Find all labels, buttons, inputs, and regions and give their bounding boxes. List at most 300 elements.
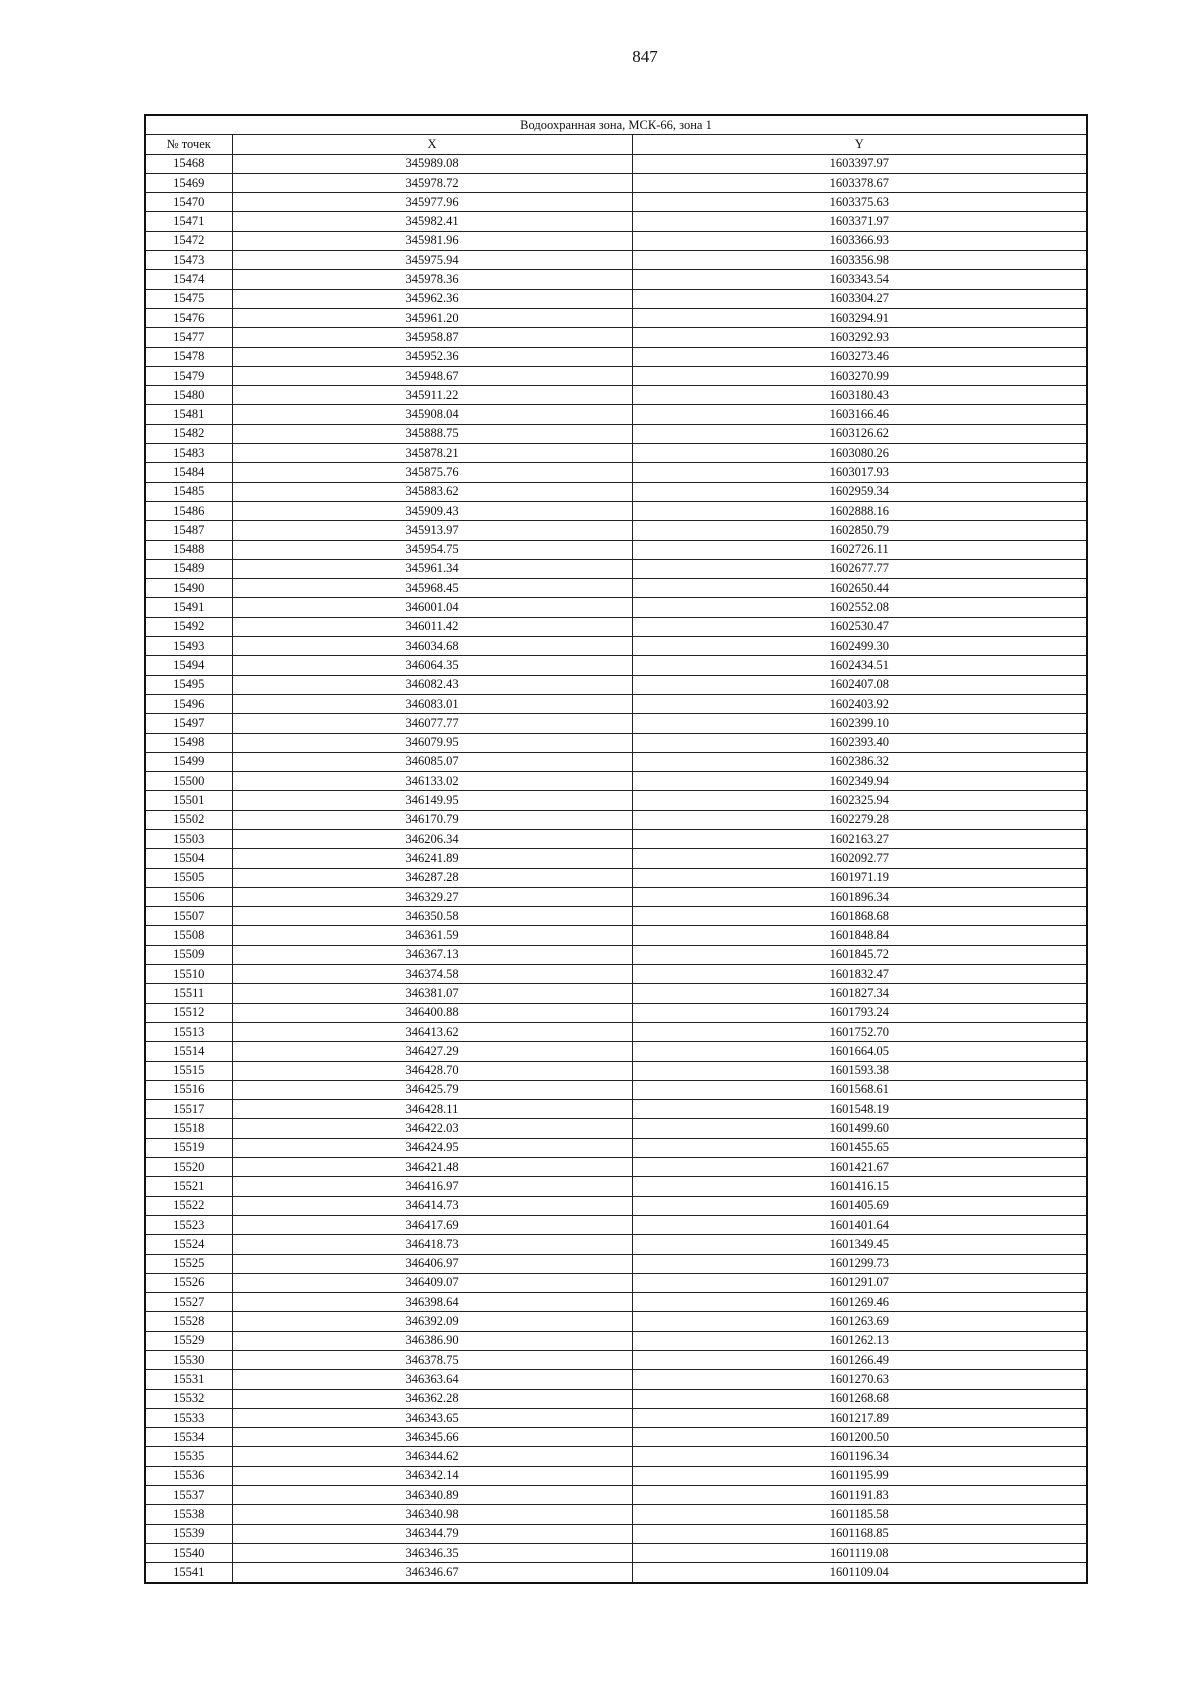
cell-x-coordinate: 346417.69 [232, 1215, 632, 1234]
table-row [145, 1408, 1087, 1427]
cell-y-coordinate: 1602349.94 [632, 772, 1087, 791]
cell-x-coordinate: 346367.13 [232, 945, 632, 964]
cell-point-number: 15482 [145, 424, 232, 443]
cell-x-coordinate: 346034.68 [232, 637, 632, 656]
cell-x-coordinate: 346001.04 [232, 598, 632, 617]
cell-x-coordinate: 346406.97 [232, 1254, 632, 1273]
cell-x-coordinate: 346340.89 [232, 1486, 632, 1505]
cell-y-coordinate: 1601217.89 [632, 1408, 1087, 1427]
cell-y-coordinate: 1603126.62 [632, 424, 1087, 443]
cell-y-coordinate: 1601195.99 [632, 1466, 1087, 1485]
table-row [145, 1312, 1087, 1331]
table-row [145, 1080, 1087, 1099]
cell-point-number: 15493 [145, 637, 232, 656]
cell-point-number: 15524 [145, 1235, 232, 1254]
cell-point-number: 15517 [145, 1100, 232, 1119]
table-row [145, 907, 1087, 926]
cell-x-coordinate: 345888.75 [232, 424, 632, 443]
cell-x-coordinate: 346381.07 [232, 984, 632, 1003]
cell-point-number: 15502 [145, 810, 232, 829]
cell-point-number: 15480 [145, 386, 232, 405]
table-row [145, 1428, 1087, 1447]
cell-point-number: 15522 [145, 1196, 232, 1215]
cell-x-coordinate: 345962.36 [232, 289, 632, 308]
cell-y-coordinate: 1601109.04 [632, 1563, 1087, 1583]
table-row [145, 1543, 1087, 1562]
cell-x-coordinate: 346428.70 [232, 1061, 632, 1080]
table-row [145, 1003, 1087, 1022]
cell-y-coordinate: 1602499.30 [632, 637, 1087, 656]
table-row [145, 1466, 1087, 1485]
cell-y-coordinate: 1602888.16 [632, 501, 1087, 520]
cell-x-coordinate: 346170.79 [232, 810, 632, 829]
cell-point-number: 15498 [145, 733, 232, 752]
cell-y-coordinate: 1601270.63 [632, 1370, 1087, 1389]
cell-y-coordinate: 1601868.68 [632, 907, 1087, 926]
cell-point-number: 15514 [145, 1042, 232, 1061]
cell-y-coordinate: 1603375.63 [632, 193, 1087, 212]
cell-point-number: 15490 [145, 579, 232, 598]
cell-point-number: 15486 [145, 501, 232, 520]
cell-y-coordinate: 1602386.32 [632, 752, 1087, 771]
cell-x-coordinate: 346400.88 [232, 1003, 632, 1022]
cell-point-number: 15541 [145, 1563, 232, 1583]
cell-y-coordinate: 1601269.46 [632, 1293, 1087, 1312]
table-row [145, 810, 1087, 829]
cell-point-number: 15537 [145, 1486, 232, 1505]
cell-x-coordinate: 346011.42 [232, 617, 632, 636]
cell-x-coordinate: 346133.02 [232, 772, 632, 791]
cell-point-number: 15528 [145, 1312, 232, 1331]
cell-point-number: 15496 [145, 694, 232, 713]
page-number: 847 [632, 47, 658, 66]
cell-y-coordinate: 1603292.93 [632, 328, 1087, 347]
cell-point-number: 15513 [145, 1022, 232, 1041]
header-point-number: № точек [145, 135, 232, 154]
cell-y-coordinate: 1602279.28 [632, 810, 1087, 829]
table-row [145, 714, 1087, 733]
cell-point-number: 15523 [145, 1215, 232, 1234]
table-row [145, 251, 1087, 270]
cell-y-coordinate: 1603356.98 [632, 251, 1087, 270]
cell-point-number: 15505 [145, 868, 232, 887]
cell-y-coordinate: 1603371.97 [632, 212, 1087, 231]
cell-point-number: 15504 [145, 849, 232, 868]
cell-x-coordinate: 346079.95 [232, 733, 632, 752]
cell-point-number: 15538 [145, 1505, 232, 1524]
cell-x-coordinate: 345989.08 [232, 154, 632, 173]
cell-y-coordinate: 1602399.10 [632, 714, 1087, 733]
table-row [145, 694, 1087, 713]
cell-y-coordinate: 1601196.34 [632, 1447, 1087, 1466]
cell-x-coordinate: 345909.43 [232, 501, 632, 520]
cell-y-coordinate: 1602959.34 [632, 482, 1087, 501]
cell-x-coordinate: 346082.43 [232, 675, 632, 694]
cell-x-coordinate: 345975.94 [232, 251, 632, 270]
cell-x-coordinate: 346085.07 [232, 752, 632, 771]
cell-x-coordinate: 346350.58 [232, 907, 632, 926]
cell-x-coordinate: 346083.01 [232, 694, 632, 713]
cell-y-coordinate: 1603180.43 [632, 386, 1087, 405]
cell-point-number: 15469 [145, 173, 232, 192]
table-row [145, 772, 1087, 791]
cell-y-coordinate: 1603017.93 [632, 463, 1087, 482]
table-row [145, 540, 1087, 559]
cell-point-number: 15540 [145, 1543, 232, 1562]
table-row [145, 965, 1087, 984]
cell-y-coordinate: 1602850.79 [632, 521, 1087, 540]
cell-y-coordinate: 1601793.24 [632, 1003, 1087, 1022]
cell-y-coordinate: 1602393.40 [632, 733, 1087, 752]
cell-point-number: 15477 [145, 328, 232, 347]
header-y: Y [632, 135, 1087, 154]
cell-y-coordinate: 1603080.26 [632, 444, 1087, 463]
cell-point-number: 15509 [145, 945, 232, 964]
table-row [145, 1370, 1087, 1389]
cell-x-coordinate: 346418.73 [232, 1235, 632, 1254]
cell-x-coordinate: 345908.04 [232, 405, 632, 424]
cell-point-number: 15529 [145, 1331, 232, 1350]
cell-point-number: 15492 [145, 617, 232, 636]
table-row [145, 984, 1087, 1003]
cell-point-number: 15531 [145, 1370, 232, 1389]
cell-point-number: 15526 [145, 1273, 232, 1292]
cell-point-number: 15483 [145, 444, 232, 463]
cell-x-coordinate: 346329.27 [232, 887, 632, 906]
table-row [145, 1505, 1087, 1524]
cell-y-coordinate: 1601664.05 [632, 1042, 1087, 1061]
cell-x-coordinate: 346374.58 [232, 965, 632, 984]
cell-y-coordinate: 1601832.47 [632, 965, 1087, 984]
cell-y-coordinate: 1601845.72 [632, 945, 1087, 964]
table-row [145, 1022, 1087, 1041]
cell-point-number: 15536 [145, 1466, 232, 1485]
table-row [145, 1158, 1087, 1177]
cell-point-number: 15475 [145, 289, 232, 308]
cell-x-coordinate: 345958.87 [232, 328, 632, 347]
cell-point-number: 15521 [145, 1177, 232, 1196]
cell-point-number: 15484 [145, 463, 232, 482]
cell-y-coordinate: 1601548.19 [632, 1100, 1087, 1119]
table-row [145, 791, 1087, 810]
cell-x-coordinate: 345952.36 [232, 347, 632, 366]
table-body [145, 154, 1087, 1582]
cell-y-coordinate: 1601291.07 [632, 1273, 1087, 1292]
cell-x-coordinate: 345913.97 [232, 521, 632, 540]
cell-point-number: 15527 [145, 1293, 232, 1312]
cell-x-coordinate: 346361.59 [232, 926, 632, 945]
cell-x-coordinate: 346386.90 [232, 1331, 632, 1350]
cell-point-number: 15485 [145, 482, 232, 501]
cell-x-coordinate: 345968.45 [232, 579, 632, 598]
cell-y-coordinate: 1601593.38 [632, 1061, 1087, 1080]
cell-point-number: 15539 [145, 1524, 232, 1543]
cell-point-number: 15494 [145, 656, 232, 675]
cell-y-coordinate: 1603270.99 [632, 366, 1087, 385]
cell-point-number: 15473 [145, 251, 232, 270]
cell-point-number: 15487 [145, 521, 232, 540]
cell-x-coordinate: 346287.28 [232, 868, 632, 887]
cell-point-number: 15511 [145, 984, 232, 1003]
cell-y-coordinate: 1601262.13 [632, 1331, 1087, 1350]
cell-y-coordinate: 1602407.08 [632, 675, 1087, 694]
table-row [145, 579, 1087, 598]
cell-point-number: 15506 [145, 887, 232, 906]
cell-x-coordinate: 346362.28 [232, 1389, 632, 1408]
table-row [145, 1331, 1087, 1350]
cell-x-coordinate: 345883.62 [232, 482, 632, 501]
cell-y-coordinate: 1603304.27 [632, 289, 1087, 308]
cell-y-coordinate: 1602092.77 [632, 849, 1087, 868]
cell-point-number: 15497 [145, 714, 232, 733]
table-row [145, 926, 1087, 945]
cell-x-coordinate: 346346.35 [232, 1543, 632, 1562]
cell-y-coordinate: 1601200.50 [632, 1428, 1087, 1447]
cell-y-coordinate: 1603294.91 [632, 308, 1087, 327]
cell-x-coordinate: 346409.07 [232, 1273, 632, 1292]
cell-point-number: 15500 [145, 772, 232, 791]
cell-point-number: 15488 [145, 540, 232, 559]
table-row [145, 637, 1087, 656]
table-row [145, 347, 1087, 366]
cell-y-coordinate: 1603273.46 [632, 347, 1087, 366]
header-x: X [232, 135, 632, 154]
cell-y-coordinate: 1602434.51 [632, 656, 1087, 675]
cell-x-coordinate: 346425.79 [232, 1080, 632, 1099]
table-row [145, 1563, 1087, 1583]
cell-x-coordinate: 346378.75 [232, 1351, 632, 1370]
table-row [145, 386, 1087, 405]
table-row [145, 617, 1087, 636]
cell-x-coordinate: 345961.20 [232, 308, 632, 327]
cell-x-coordinate: 346398.64 [232, 1293, 632, 1312]
table-row [145, 1215, 1087, 1234]
cell-y-coordinate: 1602403.92 [632, 694, 1087, 713]
table-row [145, 1177, 1087, 1196]
cell-point-number: 15472 [145, 231, 232, 250]
cell-y-coordinate: 1602677.77 [632, 559, 1087, 578]
cell-x-coordinate: 346424.95 [232, 1138, 632, 1157]
cell-x-coordinate: 346064.35 [232, 656, 632, 675]
cell-point-number: 15533 [145, 1408, 232, 1427]
cell-point-number: 15489 [145, 559, 232, 578]
cell-x-coordinate: 345961.34 [232, 559, 632, 578]
cell-y-coordinate: 1601268.68 [632, 1389, 1087, 1408]
table-row [145, 463, 1087, 482]
cell-x-coordinate: 346077.77 [232, 714, 632, 733]
table-row [145, 154, 1087, 173]
table-caption: Водоохранная зона, МСК-66, зона 1 [145, 115, 1087, 135]
cell-y-coordinate: 1602552.08 [632, 598, 1087, 617]
cell-x-coordinate: 346363.64 [232, 1370, 632, 1389]
table-row [145, 868, 1087, 887]
cell-y-coordinate: 1601401.64 [632, 1215, 1087, 1234]
table-row [145, 482, 1087, 501]
cell-x-coordinate: 345982.41 [232, 212, 632, 231]
cell-x-coordinate: 346345.66 [232, 1428, 632, 1447]
cell-point-number: 15534 [145, 1428, 232, 1447]
coordinates-table [144, 114, 1088, 1584]
cell-point-number: 15519 [145, 1138, 232, 1157]
cell-y-coordinate: 1603166.46 [632, 405, 1087, 424]
cell-x-coordinate: 345878.21 [232, 444, 632, 463]
table-row [145, 521, 1087, 540]
table-row [145, 424, 1087, 443]
cell-y-coordinate: 1602726.11 [632, 540, 1087, 559]
table-row [145, 1196, 1087, 1215]
table-row [145, 598, 1087, 617]
cell-x-coordinate: 346428.11 [232, 1100, 632, 1119]
cell-y-coordinate: 1602650.44 [632, 579, 1087, 598]
cell-y-coordinate: 1601827.34 [632, 984, 1087, 1003]
table-row [145, 1293, 1087, 1312]
table-row [145, 1100, 1087, 1119]
cell-point-number: 15516 [145, 1080, 232, 1099]
cell-y-coordinate: 1601405.69 [632, 1196, 1087, 1215]
table-row [145, 559, 1087, 578]
cell-y-coordinate: 1602163.27 [632, 829, 1087, 848]
table-row [145, 1235, 1087, 1254]
cell-x-coordinate: 345977.96 [232, 193, 632, 212]
cell-x-coordinate: 345954.75 [232, 540, 632, 559]
cell-y-coordinate: 1603397.97 [632, 154, 1087, 173]
cell-x-coordinate: 346422.03 [232, 1119, 632, 1138]
cell-x-coordinate: 345978.36 [232, 270, 632, 289]
table-row [145, 752, 1087, 771]
cell-x-coordinate: 345948.67 [232, 366, 632, 385]
cell-y-coordinate: 1601896.34 [632, 887, 1087, 906]
cell-y-coordinate: 1601185.58 [632, 1505, 1087, 1524]
table-row [145, 289, 1087, 308]
cell-x-coordinate: 346392.09 [232, 1312, 632, 1331]
table-row [145, 173, 1087, 192]
cell-point-number: 15503 [145, 829, 232, 848]
cell-x-coordinate: 346416.97 [232, 1177, 632, 1196]
table-row [145, 849, 1087, 868]
cell-point-number: 15479 [145, 366, 232, 385]
cell-y-coordinate: 1601263.69 [632, 1312, 1087, 1331]
table-row [145, 829, 1087, 848]
cell-x-coordinate: 346342.14 [232, 1466, 632, 1485]
cell-y-coordinate: 1601191.83 [632, 1486, 1087, 1505]
table-row [145, 1524, 1087, 1543]
table-row [145, 1061, 1087, 1080]
table-row [145, 656, 1087, 675]
cell-x-coordinate: 346346.67 [232, 1563, 632, 1583]
cell-x-coordinate: 346206.34 [232, 829, 632, 848]
cell-point-number: 15501 [145, 791, 232, 810]
cell-x-coordinate: 346343.65 [232, 1408, 632, 1427]
cell-point-number: 15495 [145, 675, 232, 694]
table-row [145, 444, 1087, 463]
cell-x-coordinate: 346344.79 [232, 1524, 632, 1543]
cell-x-coordinate: 346344.62 [232, 1447, 632, 1466]
table-row [145, 675, 1087, 694]
table-row [145, 1351, 1087, 1370]
table-row [145, 1389, 1087, 1408]
cell-x-coordinate: 346427.29 [232, 1042, 632, 1061]
cell-point-number: 15471 [145, 212, 232, 231]
cell-point-number: 15468 [145, 154, 232, 173]
table-row [145, 366, 1087, 385]
table-row [145, 1447, 1087, 1466]
cell-point-number: 15499 [145, 752, 232, 771]
cell-point-number: 15515 [145, 1061, 232, 1080]
cell-point-number: 15508 [145, 926, 232, 945]
table-row [145, 1273, 1087, 1292]
cell-y-coordinate: 1603343.54 [632, 270, 1087, 289]
cell-point-number: 15530 [145, 1351, 232, 1370]
table-row [145, 1119, 1087, 1138]
cell-point-number: 15478 [145, 347, 232, 366]
cell-y-coordinate: 1601848.84 [632, 926, 1087, 945]
cell-y-coordinate: 1601971.19 [632, 868, 1087, 887]
cell-x-coordinate: 346241.89 [232, 849, 632, 868]
table-row [145, 501, 1087, 520]
table-row [145, 1486, 1087, 1505]
table-row [145, 212, 1087, 231]
cell-x-coordinate: 345981.96 [232, 231, 632, 250]
cell-point-number: 15525 [145, 1254, 232, 1273]
cell-y-coordinate: 1602325.94 [632, 791, 1087, 810]
cell-point-number: 15520 [145, 1158, 232, 1177]
table-row [145, 1042, 1087, 1061]
table-row [145, 308, 1087, 327]
cell-y-coordinate: 1602530.47 [632, 617, 1087, 636]
cell-x-coordinate: 346413.62 [232, 1022, 632, 1041]
table-row [145, 405, 1087, 424]
cell-x-coordinate: 346340.98 [232, 1505, 632, 1524]
cell-x-coordinate: 345875.76 [232, 463, 632, 482]
cell-y-coordinate: 1601499.60 [632, 1119, 1087, 1138]
table-row [145, 1138, 1087, 1157]
cell-point-number: 15470 [145, 193, 232, 212]
cell-x-coordinate: 345978.72 [232, 173, 632, 192]
cell-point-number: 15476 [145, 308, 232, 327]
cell-y-coordinate: 1601168.85 [632, 1524, 1087, 1543]
table-row [145, 270, 1087, 289]
cell-y-coordinate: 1601416.15 [632, 1177, 1087, 1196]
cell-point-number: 15512 [145, 1003, 232, 1022]
cell-y-coordinate: 1601299.73 [632, 1254, 1087, 1273]
cell-point-number: 15532 [145, 1389, 232, 1408]
table-row [145, 193, 1087, 212]
cell-y-coordinate: 1601752.70 [632, 1022, 1087, 1041]
cell-point-number: 15535 [145, 1447, 232, 1466]
cell-y-coordinate: 1603378.67 [632, 173, 1087, 192]
cell-point-number: 15510 [145, 965, 232, 984]
cell-x-coordinate: 346414.73 [232, 1196, 632, 1215]
cell-x-coordinate: 346421.48 [232, 1158, 632, 1177]
cell-y-coordinate: 1601266.49 [632, 1351, 1087, 1370]
cell-y-coordinate: 1601349.45 [632, 1235, 1087, 1254]
cell-point-number: 15518 [145, 1119, 232, 1138]
table-row [145, 733, 1087, 752]
cell-y-coordinate: 1601568.61 [632, 1080, 1087, 1099]
table-row [145, 887, 1087, 906]
cell-point-number: 15507 [145, 907, 232, 926]
cell-point-number: 15474 [145, 270, 232, 289]
cell-y-coordinate: 1601455.65 [632, 1138, 1087, 1157]
cell-y-coordinate: 1601119.08 [632, 1543, 1087, 1562]
table-row [145, 945, 1087, 964]
cell-point-number: 15481 [145, 405, 232, 424]
cell-point-number: 15491 [145, 598, 232, 617]
table-row [145, 231, 1087, 250]
table-row [145, 328, 1087, 347]
table-row [145, 1254, 1087, 1273]
cell-x-coordinate: 345911.22 [232, 386, 632, 405]
